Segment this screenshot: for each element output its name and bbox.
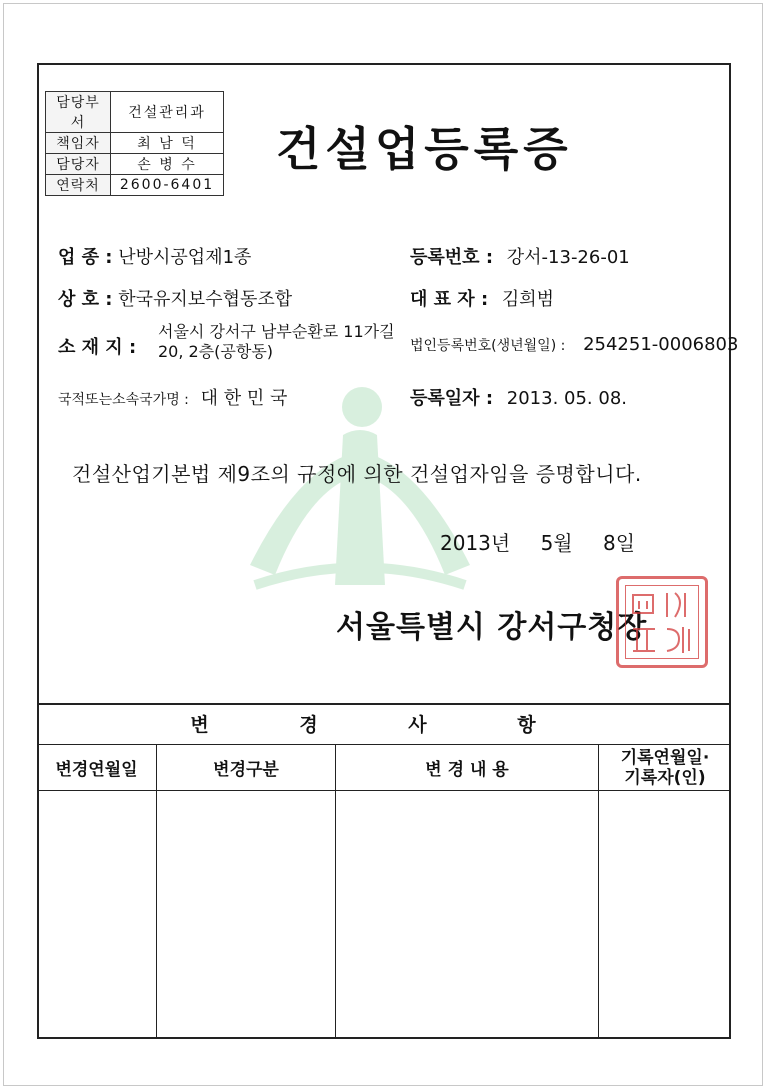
column-header-record-date-recorder: 기록연월일· 기록자(인) [599, 745, 731, 791]
location-line-2: 20, 2층(공항동) [158, 342, 274, 361]
issue-year: 2013년 [440, 531, 511, 555]
location-label-row [58, 333, 136, 359]
contact-row [46, 175, 224, 196]
seal-pattern [619, 579, 705, 665]
column-body-change-type [157, 791, 336, 1039]
district-emblem-watermark [235, 385, 485, 595]
issuer-name: 서울특별시 강서구청장 [336, 610, 648, 645]
contact-value: 손 병 수 [111, 154, 224, 175]
nationality-label: 국적또는소속국가명 : [58, 392, 189, 408]
business-type-label: 업 종 : [58, 247, 113, 268]
corp-reg-value: 254251-0006803 [583, 334, 739, 355]
location-label: 소 재 지 : [58, 337, 137, 358]
representative-label: 대 표 자 : [410, 289, 489, 310]
reg-no-row [410, 243, 630, 269]
representative-value: 김희범 [501, 289, 555, 310]
issue-date [440, 527, 659, 556]
change-record-title: 변 경 사 항 [37, 705, 731, 745]
contact-key: 책임자 [46, 133, 111, 154]
reg-date-label: 등록일자 : [410, 388, 494, 409]
column-header-change-content: 변 경 내 용 [336, 745, 599, 791]
contact-value: 건설관리과 [111, 92, 224, 133]
document-title: 건설업등록증 [276, 122, 573, 176]
contact-key: 담당자 [46, 154, 111, 175]
location-line-1: 서울시 강서구 남부순환로 11가길 [158, 322, 395, 341]
corp-reg-row [410, 334, 738, 355]
contact-value: 최 남 덕 [111, 133, 224, 154]
change-record-section [37, 703, 731, 1039]
contact-key: 연락처 [46, 175, 111, 196]
trade-name-value: 한국유지보수협동조합 [118, 289, 293, 310]
trade-name-label: 상 호 : [58, 289, 113, 310]
certification-statement: 건설산업기본법 제9조의 규정에 의한 건설업자임을 증명합니다. [72, 462, 642, 486]
contact-row [46, 92, 224, 133]
reg-no-value: 강서-13-26-01 [506, 247, 630, 268]
contact-row [46, 133, 224, 154]
reg-date-row [410, 384, 627, 410]
reg-date-value: 2013. 05. 08. [506, 388, 627, 409]
nationality-row [58, 384, 287, 410]
business-type-value: 난방시공업제1종 [118, 247, 252, 268]
contact-value: 2600-6401 [111, 175, 224, 196]
official-seal [616, 576, 708, 668]
representative-row [410, 285, 554, 311]
contact-table [45, 91, 224, 196]
column-header-change-type: 변경구분 [157, 745, 336, 791]
issue-month: 5월 [540, 531, 573, 555]
business-type-row [58, 243, 251, 269]
contact-key: 담당부서 [46, 92, 111, 133]
contact-row [46, 154, 224, 175]
emblem-circle [342, 387, 382, 427]
location-value [158, 322, 395, 362]
emblem-trunk [335, 430, 385, 585]
issue-day: 8일 [602, 531, 636, 555]
corp-reg-label: 법인등록번호(생년월일) : [410, 338, 566, 354]
column-body-change-content [336, 791, 599, 1039]
trade-name-row [58, 285, 292, 311]
column-header-change-date: 변경연월일 [37, 745, 157, 791]
column-body-change-date [37, 791, 157, 1039]
nationality-value: 대 한 민 국 [200, 388, 288, 409]
reg-no-label: 등록번호 : [410, 247, 494, 268]
